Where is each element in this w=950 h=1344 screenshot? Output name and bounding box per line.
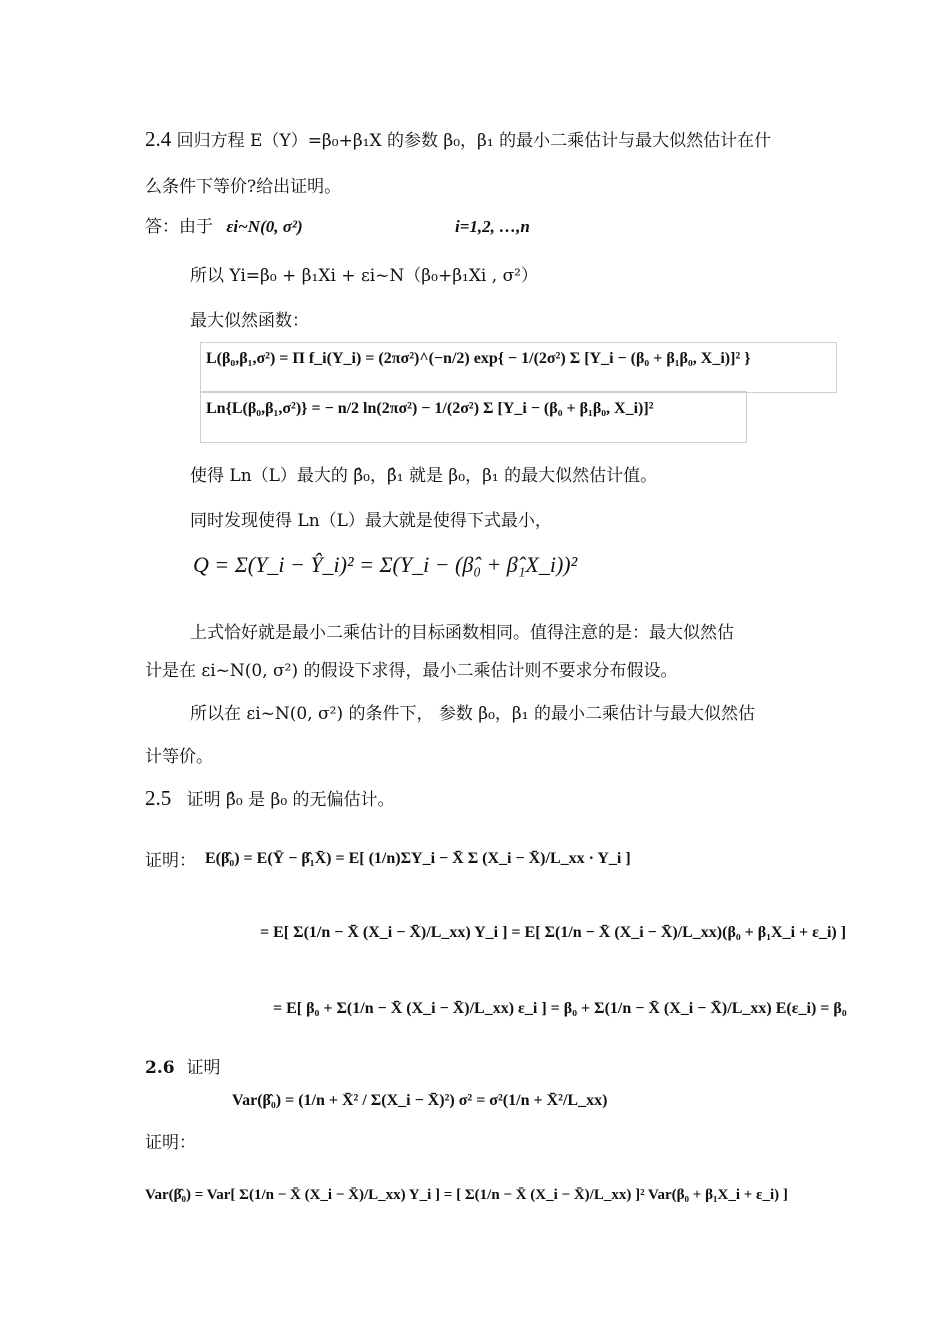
ml-estimate-text: 使得 Ln（L）最大的 β̂₀，β̂₁ 就是 β₀，β₁ 的最大似然估计值。 [190, 466, 658, 486]
answer-label: 答：由于 [145, 217, 213, 237]
comparison-text-line-2: 计是在 εi~N(0, σ²) 的假设下求得，最小二乘估计则不要求分布假设。 [145, 661, 678, 681]
proof-2-5-line-2: = E[ Σ(1/n − X̄ (X_i − X̄)/L_xx) Y_i ] = E[ Σ(1/n − X̄ (X_i − X̄)/L_xx)(β₀ + β₁X_i + ε_i) ] [260, 924, 847, 941]
question-text-line-1: 回归方程 E（Y）=β₀+β₁X 的参数 β₀，β₁ 的最小二乘估计与最大似然估计在什 [176, 131, 772, 151]
section-number: 2.6 [145, 1058, 175, 1078]
error-distribution: εi~N(0, σ²) [226, 217, 303, 236]
question-2-5 [145, 787, 395, 811]
variance-statement: Var(β̂₀) = (1/n + X̄² / Σ(X_i − X̄)²) σ² = σ²(1/n + X̄²/L_xx) [232, 1092, 608, 1109]
log-likelihood-equation: Ln{L(β₀,β₁,σ²)} = − n/2 ln(2πσ²) − 1/(2σ²) Σ [Y_i − (β₀ + β₁β₀, X_i)]² [206, 400, 654, 417]
comparison-text-line-1: 上式恰好就是最小二乘估计的目标函数相同。值得注意的是：最大似然估 [190, 623, 734, 643]
question-2-6-label: 证明 [186, 1058, 221, 1078]
question-text-line-2: 么条件下等价?给出证明。 [145, 177, 342, 197]
proof-2-5-line-3: = E[ β₀ + Σ(1/n − X̄ (X_i − X̄)/L_xx) ε_i ] = β₀ + Σ(1/n − X̄ (X_i − X̄)/L_xx) E(ε_i) = β₀ [273, 1000, 847, 1017]
so-statement: 所以 Yi=β₀ + β₁Xi + εi~N（β₀+β₁Xi , σ²） [190, 266, 539, 286]
proof-2-6-line-1: Var(β̂₀) = Var[ Σ(1/n − X̄ (X_i − X̄)/L_xx) Y_i ] = [ Σ(1/n − X̄ (X_i − X̄)/L_xx) ]² Var(β₀ + β₁X_i + ε_i) ] [145, 1187, 788, 1203]
maximize-text: 同时发现使得 Ln（L）最大就是使得下式最小， [190, 511, 552, 531]
proof-label: 证明： [145, 1133, 196, 1153]
conclusion-line-2: 计等价。 [145, 747, 213, 767]
question-2-5-title: 证明 β̂₀ 是 β₀ 的无偏估计。 [186, 790, 395, 810]
section-number: 2.4 [145, 127, 172, 151]
answer-intro [145, 216, 303, 238]
ml-function-label: 最大似然函数： [190, 311, 309, 331]
conclusion-line-1: 所以在 εi~N(0, σ²) 的条件下， 参数 β₀，β₁ 的最小二乘估计与最大似然估 [190, 704, 755, 724]
question-2-4 [145, 128, 771, 152]
proof-label: 证明： [145, 851, 196, 871]
least-squares-objective: Q = Σ(Y_i − Ŷ_i)² = Σ(Y_i − (β̂₀ + β̂₁X_i))² [193, 552, 578, 577]
proof-2-5-line-1: E(β̂₀) = E(Ȳ − β̂₁X̄) = E[ (1/n)ΣY_i − X̄ Σ (X_i − X̄)/L_xx · Y_i ] [205, 850, 631, 867]
index-range: i=1,2, …,n [455, 217, 530, 236]
question-2-6 [145, 1057, 221, 1079]
section-number: 2.5 [145, 786, 172, 810]
likelihood-equation: L(β₀,β₁,σ²) = Π f_i(Y_i) = (2πσ²)^(−n/2) exp{ − 1/(2σ²) Σ [Y_i − (β₀ + β₁β₀, X_i)]² } [206, 350, 751, 367]
